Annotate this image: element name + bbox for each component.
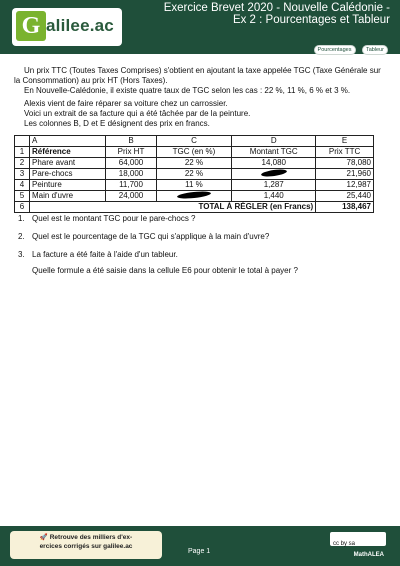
logo-text: alilee.ac <box>46 16 114 35</box>
intro-p5: Les colonnes B, D et E désignent des prix en francs. <box>24 119 210 128</box>
intro-p2: En Nouvelle-Calédonie, il existe quatre taux de TGC selon les cas : 22 %, 11 %, 6 % et 3 %. <box>24 86 351 95</box>
cell-reference: Main d'uvre <box>30 191 106 202</box>
cell-montant-tgc: 1,287 <box>232 180 316 191</box>
total-value: 138,467 <box>316 202 374 213</box>
promo-line-2: ercices corrigés sur galilee.ac <box>39 543 133 550</box>
question-text: La facture a été faite à l'aide d'un tableur. <box>32 250 178 259</box>
question-item <box>18 214 378 224</box>
cell-prix-ht: 11,700 <box>106 180 156 191</box>
row-index: 2 <box>15 158 30 169</box>
question-list <box>18 214 378 284</box>
cell-reference: Peinture <box>30 180 106 191</box>
cell-prix-ttc: 21,960 <box>316 169 374 180</box>
table-row <box>15 147 374 158</box>
total-label: TOTAL À RÉGLER (en Francs) <box>30 202 316 213</box>
column-letters-row <box>15 136 374 147</box>
cell-tgc: 22 % <box>156 169 232 180</box>
col-letter-c: C <box>156 136 232 147</box>
cell-prix-ttc: 12,987 <box>316 180 374 191</box>
question-item <box>18 250 378 276</box>
tag-tableur[interactable]: Tableur <box>362 45 388 55</box>
promo-banner[interactable] <box>10 531 162 559</box>
cell-reference: Pare-chocs <box>30 169 106 180</box>
row-index: 4 <box>15 180 30 191</box>
cell-reference-header: Référence <box>30 147 106 158</box>
cell-montant-tgc: 1,440 <box>232 191 316 202</box>
col-letter-e: E <box>316 136 374 147</box>
invoice-table <box>14 135 374 213</box>
galilee-logo[interactable] <box>12 8 122 46</box>
cell-prix-ht-header: Prix HT <box>106 147 156 158</box>
intro-text <box>14 66 386 129</box>
col-letter-b: B <box>106 136 156 147</box>
footer-bar <box>0 526 400 566</box>
col-letter-d: D <box>232 136 316 147</box>
row-index: 6 <box>15 202 30 213</box>
row-index: 3 <box>15 169 30 180</box>
question-text: Quel est le pourcentage de la TGC qui s'applique à la main d'uvre? <box>32 232 270 241</box>
table-row <box>15 191 374 202</box>
paint-stain <box>260 168 287 178</box>
cell-prix-ht: 64,000 <box>106 158 156 169</box>
tag-pourcentages[interactable]: Pourcentages <box>314 45 356 55</box>
cc-license-badge[interactable] <box>330 532 386 546</box>
tag-list <box>312 38 388 56</box>
paint-stain <box>177 190 211 200</box>
question-subtext: Quelle formule a été saisie dans la cellule E6 pour obtenir le total à payer ? <box>32 266 298 275</box>
cell-montant-tgc: 14,080 <box>232 158 316 169</box>
cell-tgc: 11 % <box>156 180 232 191</box>
corner-cell <box>15 136 30 147</box>
question-number: 3. <box>18 250 25 259</box>
cell-prix-ttc: 78,080 <box>316 158 374 169</box>
cell-prix-ht: 18,000 <box>106 169 156 180</box>
cell-reference: Phare avant <box>30 158 106 169</box>
row-index: 1 <box>15 147 30 158</box>
rocket-icon: 🚀 <box>39 534 48 541</box>
cell-montant-tgc-stained <box>232 169 316 180</box>
row-index: 5 <box>15 191 30 202</box>
page-number: Page 1 <box>188 548 211 555</box>
promo-line-1: 🚀 Retrouve des milliers d'ex- <box>39 534 133 541</box>
cell-prix-ht: 24,000 <box>106 191 156 202</box>
table-row <box>15 180 374 191</box>
cell-prix-ttc: 25,440 <box>316 191 374 202</box>
mathalea-brand: MathALEA <box>353 552 384 558</box>
question-item <box>18 232 378 242</box>
question-number: 1. <box>18 214 25 223</box>
cell-tgc-stained <box>156 191 232 202</box>
header-bar <box>0 0 400 54</box>
cell-tgc: 22 % <box>156 158 232 169</box>
logo-g-icon: G <box>16 11 46 41</box>
cc-license-icon: cc by sa <box>333 541 356 547</box>
cell-tgc-header: TGC (en %) <box>156 147 232 158</box>
table-row <box>15 158 374 169</box>
col-letter-a: A <box>30 136 106 147</box>
exercise-title: Exercice Brevet 2020 - Nouvelle Calédonie - Ex 2 : Pourcentages et Tableur <box>163 2 390 26</box>
total-row <box>15 202 374 213</box>
cell-prix-ttc-header: Prix TTC <box>316 147 374 158</box>
cell-montant-header: Montant TGC <box>232 147 316 158</box>
intro-p3: Alexis vient de faire réparer sa voiture chez un carrossier. <box>24 99 228 108</box>
question-text: Quel est le montant TGC pour le pare-chocs ? <box>32 214 196 223</box>
intro-p4: Voici un extrait de sa facture qui a été tâchée par de la peinture. <box>24 109 251 118</box>
question-number: 2. <box>18 232 25 241</box>
intro-p1: Un prix TTC (Toutes Taxes Comprises) s'obtient en ajoutant la taxe appelée TGC (Taxe Générale sur la Consommation) au prix HT (Hors Taxes). <box>14 66 381 85</box>
table-row <box>15 169 374 180</box>
